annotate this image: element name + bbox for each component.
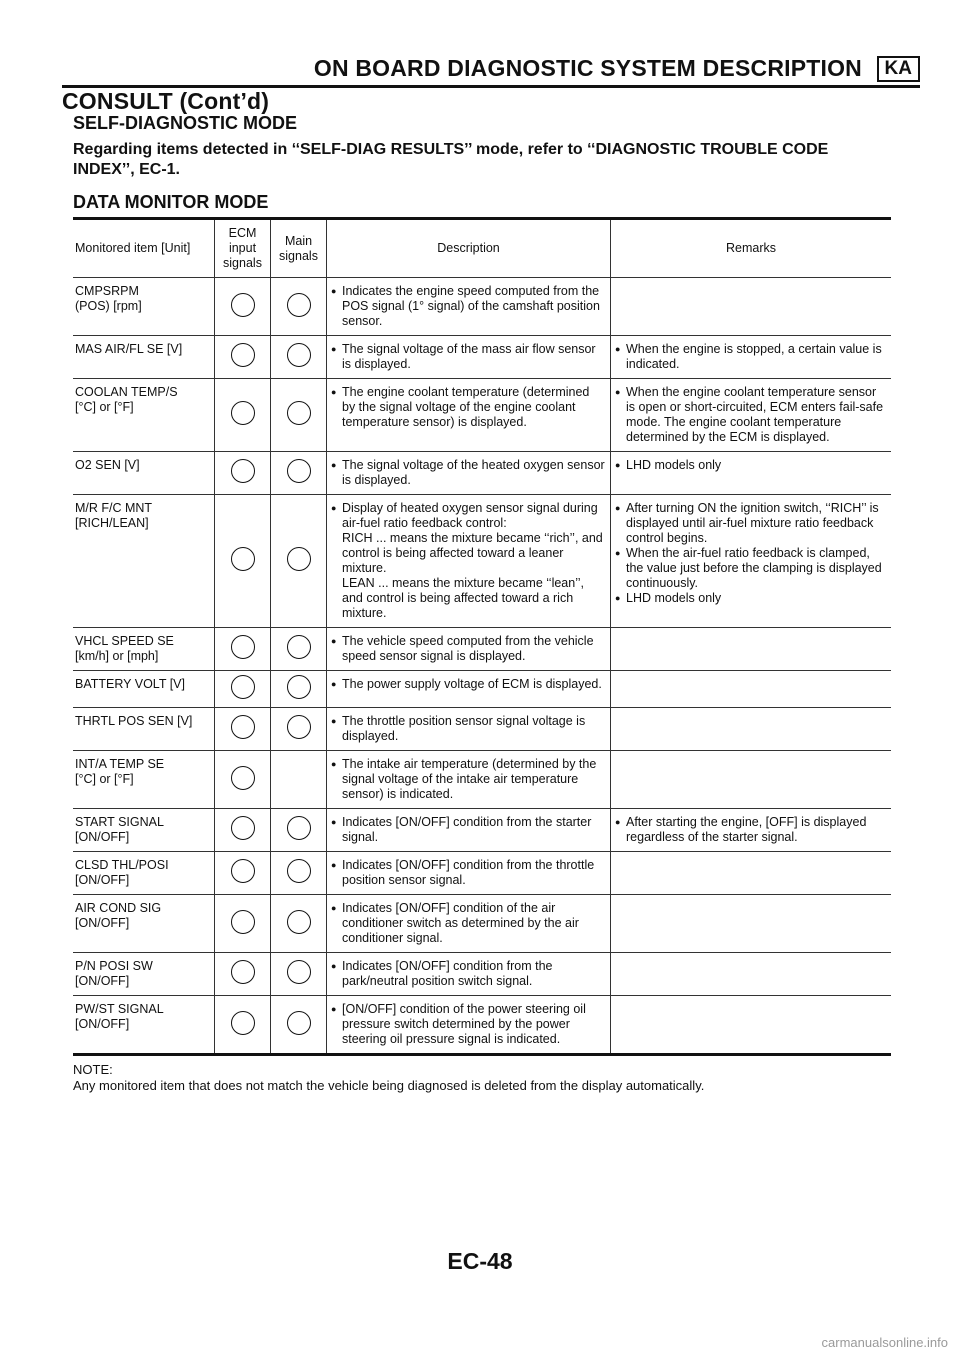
circle-mark-icon [231,635,255,659]
remarks-bullet: ● When the air-fuel ratio feedback is clamped, the value just before the clamping is displayed continuously. [615,546,887,591]
cell-description [327,708,611,751]
cell-ecm-signal [215,671,271,708]
subsection-title: CONSULT (Cont’d) [62,88,270,114]
col-header-description: Description [327,220,611,278]
cell-description [327,895,611,953]
table-row [73,809,891,852]
col-header-ecm: ECM input signals [215,220,271,278]
cell-monitored-item: INT/A TEMP SE [°C] or [°F] [73,751,215,809]
cell-remarks [611,336,892,379]
circle-mark-icon [287,715,311,739]
circle-mark-icon [287,401,311,425]
table-row [73,953,891,996]
circle-mark-icon [231,960,255,984]
cell-remarks [611,708,892,751]
self-diag-heading: SELF-DIAGNOSTIC MODE [73,113,297,133]
self-diag-text: Regarding items detected in ‘‘SELF-DIAG RESULTS’’ mode, refer to ‘‘DIAGNOSTIC TROUBLE CODE INDEX’’, EC-1. [73,141,829,178]
circle-mark-icon [287,343,311,367]
cell-description [327,628,611,671]
circle-mark-icon [231,293,255,317]
cell-remarks [611,953,892,996]
cell-monitored-item: O2 SEN [V] [73,452,215,495]
cell-main-signal [271,996,327,1055]
circle-mark-icon [287,859,311,883]
description-bullet: ● The engine coolant temperature (determined by the signal voltage of the engine coolant temperature sensor) is displayed. [331,385,606,430]
page-header [62,55,920,114]
circle-mark-icon [287,910,311,934]
table-row [73,996,891,1055]
circle-mark-icon [287,547,311,571]
circle-mark-icon [231,766,255,790]
cell-monitored-item: CLSD THL/POSI [ON/OFF] [73,852,215,895]
remarks-bullet: ● LHD models only [615,591,887,606]
cell-description [327,996,611,1055]
cell-main-signal [271,495,327,628]
table-row [73,278,891,336]
note [73,1062,891,1094]
cell-main-signal [271,671,327,708]
circle-mark-icon [231,343,255,367]
cell-main-signal [271,278,327,336]
cell-remarks [611,379,892,452]
circle-mark-icon [287,675,311,699]
cell-ecm-signal [215,628,271,671]
cell-monitored-item: MAS AIR/FL SE [V] [73,336,215,379]
cell-monitored-item: THRTL POS SEN [V] [73,708,215,751]
data-monitor-heading: DATA MONITOR MODE [73,192,269,212]
table-row [73,336,891,379]
cell-description [327,809,611,852]
remarks-bullet: ● After starting the engine, [OFF] is displayed regardless of the starter signal. [615,815,887,845]
table-row [73,708,891,751]
model-badge: KA [877,56,920,82]
cell-monitored-item: START SIGNAL [ON/OFF] [73,809,215,852]
circle-mark-icon [287,293,311,317]
header-line-1 [62,55,920,85]
remarks-bullet: ● When the engine is stopped, a certain value is indicated. [615,342,887,372]
note-text: Any monitored item that does not match the vehicle being diagnosed is deleted from the display automatically. [73,1078,705,1093]
cell-monitored-item: VHCL SPEED SE [km/h] or [mph] [73,628,215,671]
circle-mark-icon [287,635,311,659]
cell-ecm-signal [215,953,271,996]
circle-mark-icon [231,459,255,483]
cell-ecm-signal [215,278,271,336]
cell-monitored-item: COOLAN TEMP/S [°C] or [°F] [73,379,215,452]
circle-mark-icon [231,816,255,840]
cell-ecm-signal [215,852,271,895]
cell-remarks [611,671,892,708]
remarks-bullet: ● After turning ON the ignition switch, ‘‘RICH’’ is displayed until air-fuel mixture ratio feedback control begins. [615,501,887,546]
circle-mark-icon [287,459,311,483]
table-row [73,495,891,628]
cell-remarks [611,809,892,852]
table-row [73,628,891,671]
cell-ecm-signal [215,751,271,809]
circle-mark-icon [287,1011,311,1035]
cell-ecm-signal [215,895,271,953]
col-header-main: Main signals [271,220,327,278]
cell-ecm-signal [215,708,271,751]
table-row [73,671,891,708]
description-bullet: ● The intake air temperature (determined by the signal voltage of the intake air temperature sensor) is indicated. [331,757,606,802]
description-bullet: ● Indicates [ON/OFF] condition of the air conditioner switch as determined by the air conditioner signal. [331,901,606,946]
data-monitor-table [73,220,891,1056]
cell-description [327,495,611,628]
description-bullet: ● The power supply voltage of ECM is displayed. [331,677,606,692]
description-bullet: ● Display of heated oxygen sensor signal during air-fuel ratio feedback control: RICH ... means the mixture became ‘‘rich’’, and control is being affected toward a leaner mixture. LEAN ... means the mixture became ‘‘lean’’, and control is being affected toward a rich mixture. [331,501,606,621]
cell-remarks [611,895,892,953]
cell-main-signal [271,953,327,996]
description-bullet: ● The signal voltage of the mass air flow sensor is displayed. [331,342,606,372]
cell-ecm-signal [215,452,271,495]
circle-mark-icon [287,816,311,840]
cell-monitored-item: M/R F/C MNT [RICH/LEAN] [73,495,215,628]
description-bullet: ● The throttle position sensor signal voltage is displayed. [331,714,606,744]
cell-description [327,278,611,336]
cell-monitored-item: P/N POSI SW [ON/OFF] [73,953,215,996]
col-header-remarks: Remarks [611,220,892,278]
cell-remarks [611,628,892,671]
cell-main-signal [271,751,327,809]
remarks-bullet: ● When the engine coolant temperature sensor is open or short-circuited, ECM enters fail-safe mode. The engine coolant temperature determined by the ECM is displayed. [615,385,887,445]
table-body [73,278,891,1055]
cell-ecm-signal [215,996,271,1055]
description-bullet: ● [ON/OFF] condition of the power steering oil pressure switch determined by the power steering oil pressure signal is indicated. [331,1002,606,1047]
cell-main-signal [271,852,327,895]
description-bullet: ● The vehicle speed computed from the vehicle speed sensor signal is displayed. [331,634,606,664]
cell-remarks [611,852,892,895]
cell-description [327,452,611,495]
description-bullet: ● Indicates [ON/OFF] condition from the throttle position sensor signal. [331,858,606,888]
circle-mark-icon [231,401,255,425]
table-row [73,379,891,452]
cell-main-signal [271,452,327,495]
cell-remarks [611,751,892,809]
cell-description [327,671,611,708]
circle-mark-icon [231,675,255,699]
table-header-row [73,220,891,278]
cell-description [327,953,611,996]
circle-mark-icon [231,547,255,571]
cell-description [327,852,611,895]
watermark: carmanualsonline.info [821,1335,948,1350]
section-title: ON BOARD DIAGNOSTIC SYSTEM DESCRIPTION [313,55,862,81]
page-content [73,113,891,1094]
circle-mark-icon [287,960,311,984]
table-row [73,452,891,495]
cell-ecm-signal [215,495,271,628]
description-bullet: ● Indicates [ON/OFF] condition from the starter signal. [331,815,606,845]
cell-monitored-item: CMPSRPM (POS) [rpm] [73,278,215,336]
cell-remarks [611,452,892,495]
cell-main-signal [271,809,327,852]
circle-mark-icon [231,859,255,883]
cell-main-signal [271,628,327,671]
table-row [73,895,891,953]
remarks-bullet: ● LHD models only [615,458,887,473]
note-label: NOTE: [73,1062,113,1077]
cell-main-signal [271,708,327,751]
description-bullet: ● The signal voltage of the heated oxygen sensor is displayed. [331,458,606,488]
col-header-item: Monitored item [Unit] [73,220,215,278]
cell-ecm-signal [215,809,271,852]
cell-description [327,751,611,809]
cell-ecm-signal [215,379,271,452]
cell-remarks [611,495,892,628]
page-number: EC-48 [447,1248,513,1274]
table-row [73,751,891,809]
cell-description [327,336,611,379]
cell-main-signal [271,895,327,953]
cell-main-signal [271,379,327,452]
cell-remarks [611,996,892,1055]
circle-mark-icon [231,910,255,934]
description-bullet: ● Indicates [ON/OFF] condition from the park/neutral position switch signal. [331,959,606,989]
cell-monitored-item: PW/ST SIGNAL [ON/OFF] [73,996,215,1055]
cell-monitored-item: BATTERY VOLT [V] [73,671,215,708]
circle-mark-icon [231,715,255,739]
cell-ecm-signal [215,336,271,379]
cell-remarks [611,278,892,336]
circle-mark-icon [231,1011,255,1035]
cell-description [327,379,611,452]
table-row [73,852,891,895]
description-bullet: ● Indicates the engine speed computed from the POS signal (1° signal) of the camshaft position sensor. [331,284,606,329]
cell-main-signal [271,336,327,379]
cell-monitored-item: AIR COND SIG [ON/OFF] [73,895,215,953]
